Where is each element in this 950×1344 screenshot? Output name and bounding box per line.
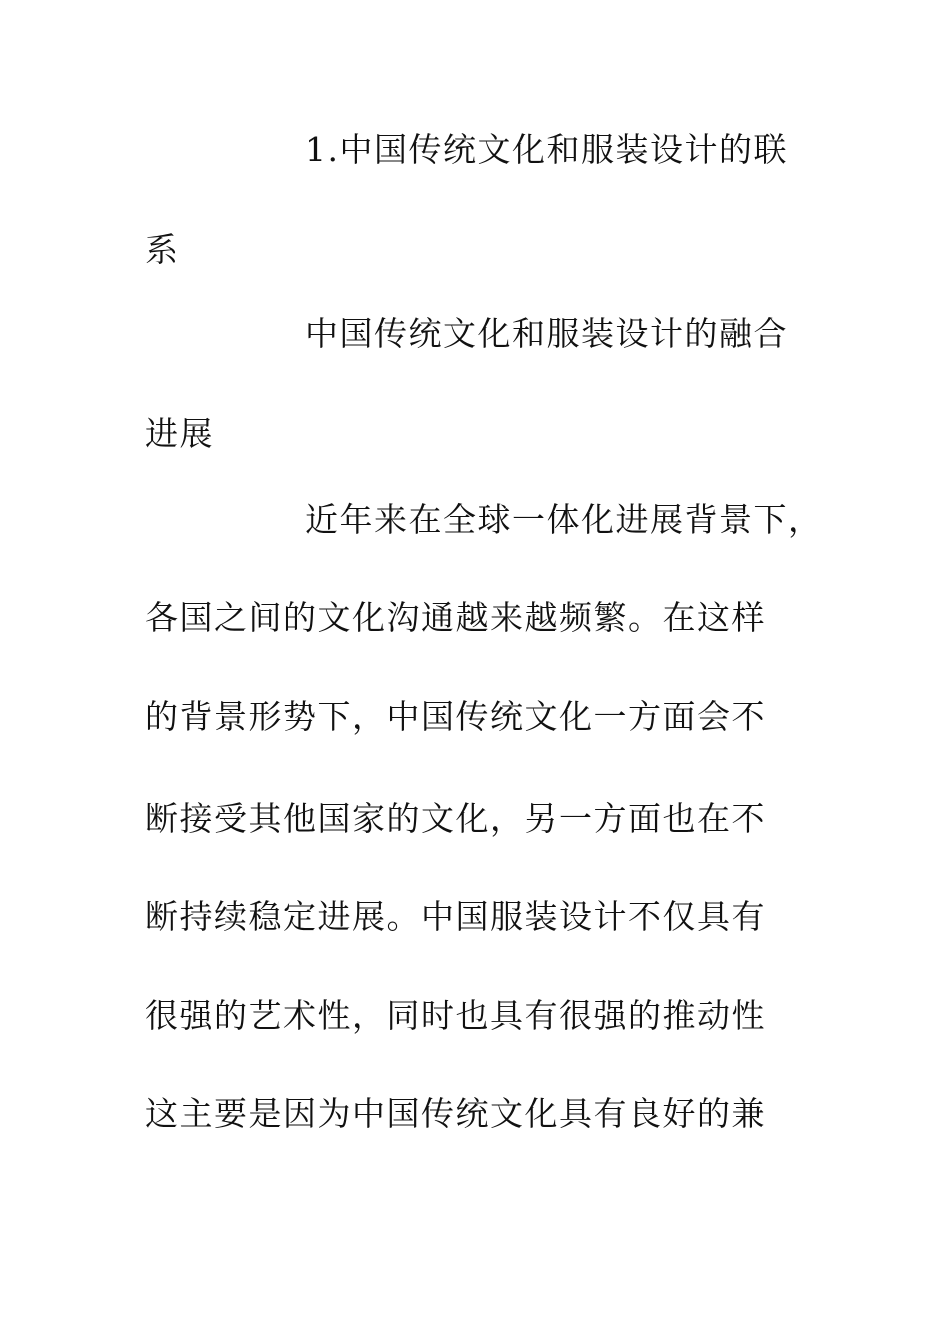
paragraph-line-3: 的背景形势下，中国传统文化一方面会不 — [145, 697, 766, 736]
subsection-heading-line-1: 中国传统文化和服装设计的融合 — [305, 314, 788, 353]
subsection-heading-line-2: 进展 — [145, 414, 214, 453]
section-heading-line-1: 1.中国传统文化和服装设计的联 — [305, 130, 788, 169]
paragraph-line-1: 近年来在全球一体化进展背景下， — [305, 500, 823, 539]
paragraph-line-6: 很强的艺术性，同时也具有很强的推动性 — [145, 996, 766, 1035]
section-heading-line-2: 系 — [145, 230, 180, 269]
paragraph-line-2: 各国之间的文化沟通越来越频繁。在这样 — [145, 598, 766, 637]
paragraph-line-7: 这主要是因为中国传统文化具有良好的兼 — [145, 1094, 766, 1133]
paragraph-line-4: 断接受其他国家的文化，另一方面也在不 — [145, 799, 766, 838]
paragraph-line-5: 断持续稳定进展。中国服装设计不仅具有 — [145, 897, 766, 936]
